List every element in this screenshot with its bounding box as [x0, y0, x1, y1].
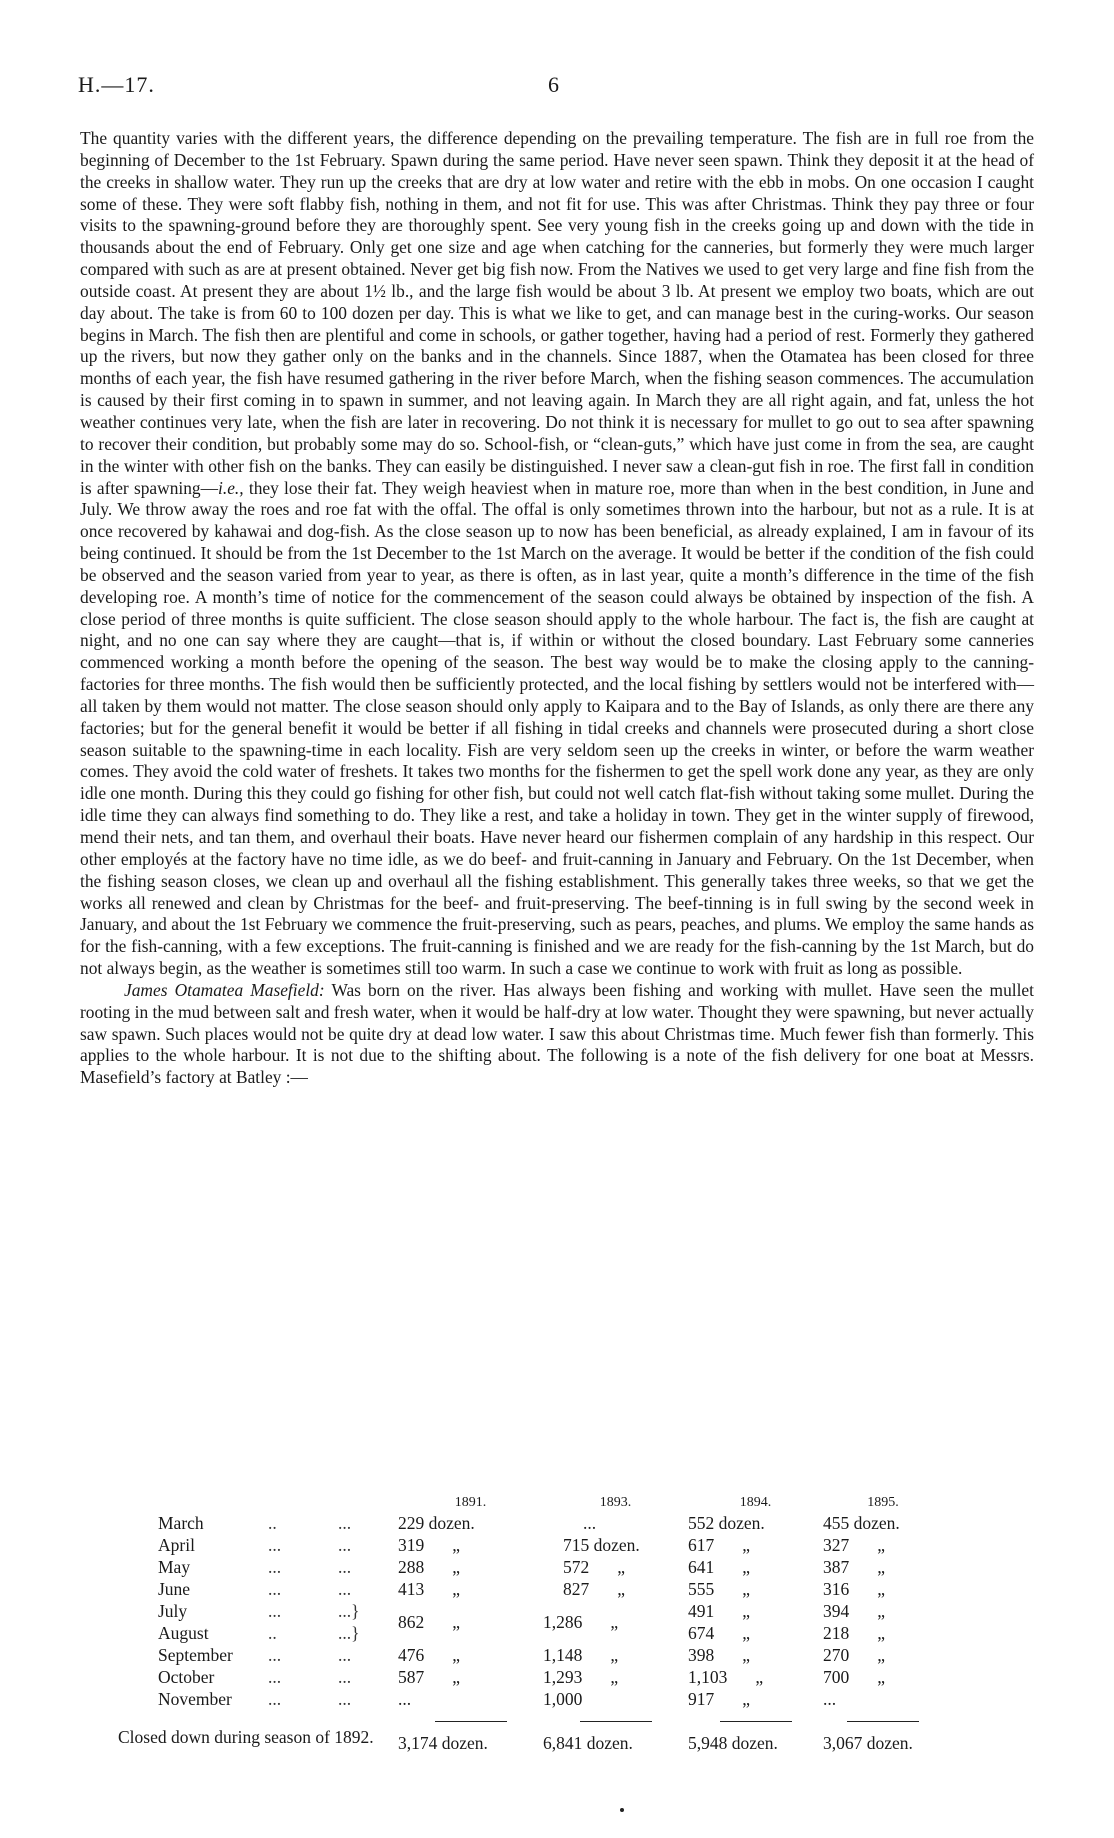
ditto-mark: „	[617, 1579, 626, 1599]
value-cell-merged	[543, 1600, 688, 1644]
value-number: 641	[688, 1557, 715, 1577]
table-row	[158, 1600, 943, 1622]
leader-dots: ...	[268, 1535, 282, 1555]
table-row	[158, 1556, 943, 1578]
ditto-mark: „	[877, 1623, 886, 1643]
value-number: 587	[398, 1667, 425, 1687]
leader-dots: ...	[338, 1535, 352, 1555]
fish-delivery-table	[158, 1494, 943, 1754]
ditto-mark: „	[452, 1579, 461, 1599]
value-cell: 455 dozen.	[823, 1513, 900, 1533]
value-number: 398	[688, 1645, 715, 1665]
year-header: 1893.	[599, 1495, 632, 1510]
leader-dots: ..	[268, 1623, 277, 1643]
leader-dots: ...	[338, 1645, 352, 1665]
value-cell	[688, 1556, 823, 1578]
value-cell	[823, 1666, 943, 1688]
leader-dots: ...	[338, 1557, 352, 1577]
ditto-mark: „	[742, 1623, 751, 1643]
table-row	[158, 1688, 943, 1710]
ditto-mark: „	[452, 1645, 461, 1665]
paragraph	[80, 128, 1034, 980]
value-cell	[823, 1578, 943, 1600]
table-row	[158, 1666, 943, 1688]
value-cell: ...	[823, 1689, 837, 1709]
paragraph-text: The quantity varies with the different years, the difference depending on the prevailing temperature. The fish are in full roe from the beginning of December to the 1st February. Spawn during the same period. Have never seen spawn. Think they deposit it at the head of the creeks in shallow water. They run up the creeks that are dry at low water and retire with the ebb in mobs. On one occasion I caught some of these. They were soft flabby fish, nothing in them, and not fit for use. This was after Christmas. Think they pay three or four visits to the spawning-ground before they are thoroughly spent. See very young fish in the creeks going up and down with the tide in thousands about the end of February. Only get one size and age when catching for the canneries, but formerly they were much larger compared with such as are at present obtained. Never get big fish now. From the Natives we used to get very large and fine fish from the outside coast. At present they are about 1½ lb., and the large fish would be about 3 lb. At present we employ two boats, which are out day about. The take is from 60 to 100 dozen per day. This is what we like to get, and can manage best in the curing-works. Our season begins in March. The fish then are plentiful and come in schools, or gather together, having had a period of rest. Formerly they gathered up the rivers, but now they gather only on the banks and in the channels. Since 1887, when the Otamatea has been closed for three months of each year, the fish have resumed gathering in the river before March, when the fishing season commences. The accumulation is caused by their first coming in to spawn in summer, and not leaving again. In March they are all right again, and fat, unless the hot weather continues very late, when the fish are later in recovering. Do not think it is necessary for mullet to go out to sea after spawning to recover their condition, but probably some may do so. School-fish, or “clean-guts,” which have just come in from the sea, are caught in the winter with other fish on the banks. They can easily be distinguished. I never saw a clean-gut fish in roe. The first fall in condition is after spawning—	[80, 128, 1034, 498]
table-row	[158, 1578, 943, 1600]
month-label: October	[158, 1667, 215, 1687]
value-cell	[543, 1556, 688, 1578]
value-number: 555	[688, 1579, 715, 1599]
leader-dots: ...	[268, 1557, 282, 1577]
total-rule	[847, 1721, 919, 1722]
value-cell	[823, 1622, 943, 1644]
value-number: 827	[563, 1579, 590, 1599]
total-rule	[580, 1721, 652, 1722]
ditto-mark: „	[742, 1535, 751, 1555]
ditto-mark: „	[610, 1612, 619, 1632]
value-cell	[688, 1578, 823, 1600]
month-label: April	[158, 1535, 195, 1555]
value-number: 288	[398, 1557, 425, 1577]
value-cell	[398, 1578, 543, 1600]
value-number: 476	[398, 1645, 425, 1665]
ditto-mark: „	[742, 1689, 751, 1709]
total-value: 6,841 dozen.	[543, 1733, 633, 1753]
ditto-mark: „	[877, 1667, 886, 1687]
value-number: 674	[688, 1623, 715, 1643]
value-number: 327	[823, 1535, 850, 1555]
year-header: 1895.	[867, 1495, 899, 1510]
ditto-mark: „	[742, 1557, 751, 1577]
value-cell	[398, 1666, 543, 1688]
leader-dots: ...	[338, 1579, 352, 1599]
value-cell	[688, 1688, 823, 1710]
value-cell: 229 dozen.	[398, 1513, 475, 1533]
ditto-mark: „	[452, 1535, 461, 1555]
value-number: 917	[688, 1689, 715, 1709]
value-number: 617	[688, 1535, 715, 1555]
ditto-mark: „	[755, 1667, 764, 1687]
total-value: 3,174 dozen.	[398, 1733, 488, 1753]
month-label: March	[158, 1513, 204, 1533]
ditto-mark: „	[877, 1535, 886, 1555]
value-cell	[543, 1578, 688, 1600]
value-number: 1,286	[543, 1612, 583, 1632]
value-cell: ...	[583, 1513, 597, 1533]
value-cell	[823, 1534, 943, 1556]
value-cell	[398, 1534, 543, 1556]
leader-dots: ...	[268, 1579, 282, 1599]
ditto-mark: „	[617, 1557, 626, 1577]
value-cell: 552 dozen.	[688, 1513, 765, 1533]
table-row	[158, 1512, 943, 1534]
leader-dots: ...	[268, 1601, 282, 1621]
value-number: 1,293	[543, 1667, 583, 1687]
leader-dots: ...	[268, 1667, 282, 1687]
italic-ie: i.e.,	[218, 477, 244, 498]
value-cell	[823, 1600, 943, 1622]
leader-dots: ...	[338, 1667, 352, 1687]
total-value: 5,948 dozen.	[688, 1733, 778, 1753]
leader-dots: ...}	[338, 1601, 360, 1621]
leader-dots: ...	[338, 1513, 352, 1533]
month-label: August	[158, 1623, 209, 1643]
month-label: July	[158, 1601, 188, 1621]
value-number: 316	[823, 1579, 850, 1599]
value-number: 1,148	[543, 1645, 583, 1665]
value-cell	[688, 1622, 823, 1644]
value-cell	[543, 1644, 688, 1666]
ditto-mark: „	[610, 1645, 619, 1665]
year-header: 1894.	[739, 1495, 772, 1510]
value-number: 862	[398, 1612, 425, 1632]
value-cell	[823, 1644, 943, 1666]
testimony-text: Was born on the river. Has always been fishing and working with mullet. Have seen the mullet rooting in the mud between salt and fresh water, when it would be half-dry at low water. Thought they were spawning, but never actually saw spawn. Such places would not be quite dry at dead low water. I saw this about Christmas time. Much fewer fish than formerly. This applies to the whole harbour. It is not due to the shifting about. The following is a note of the fish delivery for one boat at Messrs. Masefield’s factory at Batley :—	[80, 979, 1034, 1088]
value-cell	[398, 1644, 543, 1666]
ditto-mark: „	[452, 1667, 461, 1687]
page-header	[78, 72, 1038, 102]
year-header-row	[158, 1494, 943, 1512]
value-cell	[688, 1666, 823, 1688]
value-number: 218	[823, 1623, 850, 1643]
value-cell	[823, 1556, 943, 1578]
ditto-mark: „	[452, 1557, 461, 1577]
value-cell: 1,000	[543, 1689, 583, 1709]
month-label: May	[158, 1557, 191, 1577]
value-number: 387	[823, 1557, 850, 1577]
value-number: 700	[823, 1667, 850, 1687]
value-cell: 715 dozen.	[563, 1535, 640, 1555]
ditto-mark: „	[742, 1579, 751, 1599]
paragraph-text-continued: they lose their fat. They weigh heaviest when in mature roe, more than when in the best condition, in June and July. We throw away the roes and roe fat with the offal. The offal is only sometimes thrown into the harbour, but not as a rule. It is at once recovered by kahawai and dog-fish. As the close season up to now has been beneficial, as already explained, I am in favour of its being continued. It should be from the 1st December to the 1st March on the average. It would be better if the condition of the fish could be observed and the season varied from year to year, as there is often, as in last year, quite a month’s difference in the time of the fish developing roe. A month’s time of notice for the commencement of the season could always be obtained by inspection of the fish. A close period of three months is quite sufficient. The close season should apply to the whole harbour. The fact is, the fish are caught at night, and no one can say where they are caught—that is, if within or without the closed boundary. Last February some canneries commenced working a month before the opening of the season. The best way would be to make the closing apply to the canning-factories for three months. The fish would then be sufficiently protected, and the local fishing by settlers would not be interfered with—all taken by them would not matter. The close season should only apply to Kaipara and to the Bay of Islands, as only there are there any factories; but for the general benefit it would be better if all fishing in tidal creeks and channels were prosecuted during a short close season suitable to the spawning-time in each locality. Fish are very seldom seen up the creeks in winter, or before the warm weather comes. They avoid the cold water of freshets. It takes two months for the fishermen to get the spell work done any year, as they are only idle one month. During this they could go fishing for other fish, but could not well catch flat-fish without taking some mullet. During the idle time they can always find something to do. They like a rest, and take a holiday in town. They get in the winter supply of firewood, mend their nets, and tan them, and overhaul their boats. Have never heard our fishermen complain of any hardship in this respect. Our other employés at the factory have no time idle, as we do beef- and fruit-canning in January and February. On the 1st December, when the fishing season closes, we clean up and overhaul all the fishing establishment. This generally takes three weeks, so that we get the works all renewed and clean by Christmas for the beef- and fruit-preserving. The beef-tinning is in full swing by the second week in January, and about the 1st February we commence the fruit-preserving, such as pears, peaches, and plums. We employ the same hands as for the fish-canning, with a few exceptions. The fruit-canning is finished and we are ready for the fish-canning by the 1st March, but do not always begin, as the weather is sometimes still too warm. In such a case we continue to work with fruit as long as possible.	[80, 477, 1035, 979]
ditto-mark: „	[877, 1579, 886, 1599]
ditto-mark: „	[742, 1601, 751, 1621]
ditto-mark: „	[742, 1645, 751, 1665]
year-header: 1891.	[454, 1495, 487, 1510]
ditto-mark: „	[877, 1645, 886, 1665]
month-label: June	[158, 1579, 191, 1599]
value-cell	[688, 1600, 823, 1622]
document-reference: H.—17.	[78, 72, 155, 97]
leader-dots: ..	[268, 1513, 277, 1533]
value-number: 1,103	[688, 1667, 728, 1687]
ditto-mark: „	[452, 1612, 461, 1632]
leader-dots: ...	[268, 1645, 282, 1665]
value-number: 319	[398, 1535, 425, 1555]
value-cell	[688, 1534, 823, 1556]
total-rule	[720, 1721, 792, 1722]
closed-note: Closed down during season of 1892.	[118, 1727, 374, 1747]
value-cell	[543, 1666, 688, 1688]
ditto-mark: „	[877, 1601, 886, 1621]
stray-dot-mark	[620, 1808, 624, 1812]
value-cell	[688, 1644, 823, 1666]
value-cell	[398, 1556, 543, 1578]
leader-dots: ...}	[338, 1623, 360, 1643]
value-cell: ...	[398, 1689, 412, 1709]
month-label: September	[158, 1645, 233, 1665]
total-value: 3,067 dozen.	[823, 1733, 913, 1753]
table-row	[158, 1534, 943, 1556]
leader-dots: ...	[338, 1689, 352, 1709]
body-text	[80, 128, 1034, 1089]
page-number: 6	[548, 72, 559, 97]
value-cell-merged	[398, 1600, 543, 1644]
value-number: 572	[563, 1557, 590, 1577]
testimony-paragraph	[80, 980, 1034, 1089]
table-row	[158, 1644, 943, 1666]
value-number: 491	[688, 1601, 715, 1621]
value-number: 394	[823, 1601, 850, 1621]
ditto-mark: „	[610, 1667, 619, 1687]
witness-name: James Otamatea Masefield:	[124, 979, 325, 1000]
value-number: 270	[823, 1645, 850, 1665]
leader-dots: ...	[268, 1689, 282, 1709]
ditto-mark: „	[877, 1557, 886, 1577]
value-number: 413	[398, 1579, 425, 1599]
month-label: November	[158, 1689, 232, 1709]
total-rule	[435, 1721, 507, 1722]
